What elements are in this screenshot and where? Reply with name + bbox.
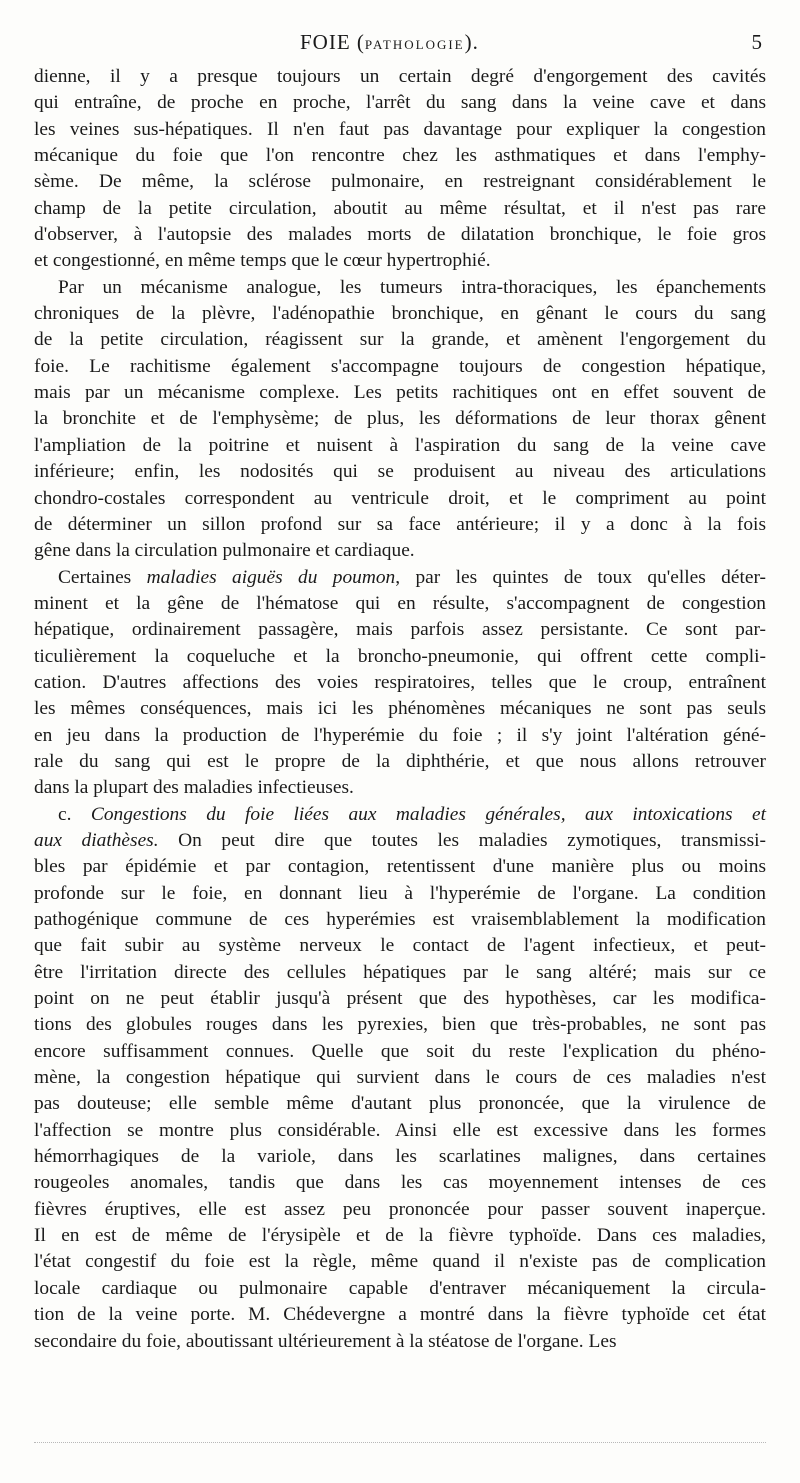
text-line: inférieure; enfin, les nodosités qui se produisent au niveau des articulations bbox=[34, 461, 766, 483]
text-line: tions des globules rouges dans les pyrexies, bien que très-probables, ne sont pas bbox=[34, 1014, 766, 1036]
text-line: locale cardiaque ou pulmonaire capable d'entraver mécaniquement la circula- bbox=[34, 1277, 766, 1299]
text-line: pathogénique commune de ces hyperémies est vraisemblablement la modification bbox=[34, 909, 766, 930]
text-line: hémorrhagiques de la variole, dans les scarlatines malignes, dans certaines bbox=[34, 1146, 766, 1168]
text-line: en jeu dans la production de l'hyperémie du foie ; il s'y joint l'altération géné- bbox=[34, 724, 766, 746]
text-line: l'état congestif du foie est la règle, même quand il n'existe pas de complication bbox=[34, 1251, 766, 1273]
text-line: minent et la gêne de l'hématose qui en résulte, s'accompagnent de congestion bbox=[34, 592, 766, 614]
text-line bbox=[34, 802, 766, 828]
text-line: foie. Le rachitisme également s'accompagne toujours de congestion hépatique, bbox=[34, 355, 766, 377]
text-line: qui entraîne, de proche en proche, l'arrêt du sang dans la veine cave et dans bbox=[34, 92, 766, 114]
text-line bbox=[34, 565, 766, 591]
italic-phrase: maladies aiguës du poumon bbox=[146, 566, 396, 588]
text-line: hépatique, ordinairement passagère, mais parfois assez persistante. Ce sont par- bbox=[34, 619, 766, 641]
text-line: chroniques de la plèvre, l'adénopathie bronchique, en gênant le cours du sang bbox=[34, 303, 766, 325]
text-line: fièvres éruptives, elle est assez peu prononcée pour passer souvent inaperçue. bbox=[34, 1198, 766, 1220]
text-line: d'observer, à l'autopsie des malades morts de dilatation bronchique, le foie gros bbox=[34, 224, 766, 246]
text-line: et congestionné, en même temps que le cœur hypertrophié. bbox=[34, 250, 491, 272]
text-line: gêne dans la circulation pulmonaire et cardiaque. bbox=[34, 540, 415, 562]
text-segment: Certaines bbox=[58, 566, 147, 588]
running-title bbox=[300, 30, 479, 55]
text-line: bles par épidémie et par contagion, retentissent d'une manière plus ou moins bbox=[34, 856, 766, 878]
running-title-smallcaps: PATHOLOGIE bbox=[364, 37, 465, 52]
body-text bbox=[34, 64, 766, 1355]
text-segment: , par les quintes de toux qu'elles déter- bbox=[395, 566, 767, 588]
text-line: encore suffisamment connues. Quelle que soit du reste l'explication du phéno- bbox=[34, 1040, 766, 1062]
italic-phrase: Congestions du foie liées aux maladies générales, aux intoxications et bbox=[90, 803, 766, 825]
text-line: les veines sus-hépatiques. Il n'en faut pas davantage pour expliquer la congestion bbox=[34, 118, 766, 140]
text-line: mais par un mécanisme complexe. Les petits rachitiques ont en effet souvent de bbox=[34, 382, 766, 404]
text-line: mécanique du foie que l'on rencontre chez les asthmatiques et dans l'emphy- bbox=[34, 145, 766, 167]
text-line: mène, la congestion hépatique qui survient dans le cours de ces maladies n'est bbox=[34, 1067, 766, 1089]
text-line: pas douteuse; elle semble même d'autant plus prononcée, que la virulence de bbox=[34, 1093, 766, 1115]
text-line: tion de la veine porte. M. Chédevergne a montré dans la fièvre typhoïde cet état bbox=[34, 1304, 766, 1326]
text-line: rougeoles anomales, tandis que dans les cas moyennement intenses de ces bbox=[34, 1172, 766, 1194]
page-number: 5 bbox=[751, 30, 762, 54]
italic-phrase: aux diathèses. bbox=[34, 829, 159, 851]
running-head bbox=[0, 30, 800, 56]
text-line: champ de la petite circulation, aboutit au même résultat, et il n'est pas rare bbox=[34, 197, 766, 219]
text-line: point on ne peut établir jusqu'à présent que des hypothèses, car les modifica- bbox=[34, 988, 766, 1010]
text-line: de la petite circulation, réagissent sur la grande, et amènent l'engorgement du bbox=[34, 329, 766, 351]
text-line: l'affection se montre plus considérable. Ainsi elle est excessive dans les formes bbox=[34, 1119, 766, 1141]
text-line bbox=[34, 828, 766, 854]
text-segment: On peut dire que toutes les maladies zymotiques, transmissi- bbox=[158, 829, 766, 851]
text-line: sème. De même, la sclérose pulmonaire, en restreignant considérablement le bbox=[34, 171, 766, 193]
text-line: dans la plupart des maladies infectieuses. bbox=[34, 777, 354, 799]
text-line: Par un mécanisme analogue, les tumeurs intra-thoraciques, les épanchements bbox=[58, 276, 766, 298]
bottom-rule bbox=[34, 1442, 766, 1443]
text-line: être l'irritation directe des cellules hépatiques par le sang altéré; mais sur ce bbox=[34, 961, 766, 983]
text-line: secondaire du foie, aboutissant ultérieurement à la stéatose de l'organe. Les bbox=[34, 1330, 617, 1352]
text-line: les mêmes conséquences, mais ici les phénomènes mécaniques ne sont pas seuls bbox=[34, 698, 766, 720]
text-line: que fait subir au système nerveux le contact de l'agent infectieux, et peut- bbox=[34, 935, 766, 957]
running-title-main: FOIE ( bbox=[300, 30, 365, 54]
text-segment: c. bbox=[58, 803, 91, 825]
text-line: de déterminer un sillon profond sur sa face antérieure; il y a donc à la fois bbox=[34, 513, 766, 535]
text-line: profonde sur le foie, en donnant lieu à l'hyperémie de l'organe. La condition bbox=[34, 882, 766, 904]
text-line: ticulièrement la coqueluche et la broncho-pneumonie, qui offrent cette compli- bbox=[34, 645, 766, 667]
text-line: l'ampliation de la poitrine et nuisent à l'aspiration du sang de la veine cave bbox=[34, 434, 766, 456]
text-line: cation. D'autres affections des voies respiratoires, telles que le croup, entraînent bbox=[34, 671, 766, 693]
text-line: Il en est de même de l'érysipèle et de la fièvre typhoïde. Dans ces maladies, bbox=[34, 1225, 766, 1247]
text-line: dienne, il y a presque toujours un certain degré d'engorgement des cavités bbox=[34, 66, 766, 87]
text-line: rale du sang qui est le propre de la diphthérie, et que nous allons retrouver bbox=[34, 750, 766, 772]
text-line: chondro-costales correspondent au ventricule droit, et le compriment au point bbox=[34, 487, 766, 509]
text-line: la bronchite et de l'emphysème; de plus, les déformations de leur thorax gênent bbox=[34, 408, 766, 430]
running-title-end: ). bbox=[464, 30, 479, 54]
